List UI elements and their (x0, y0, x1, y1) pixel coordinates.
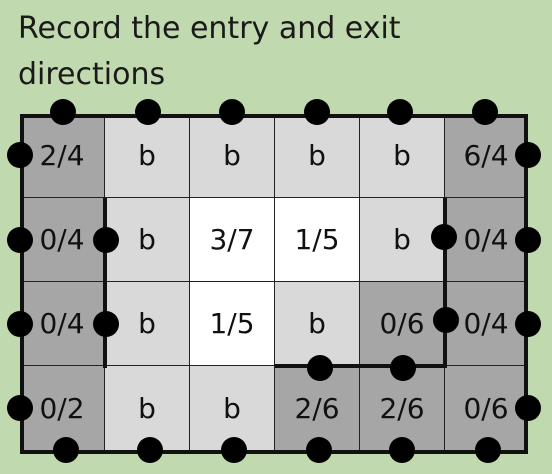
grid-cell-r3-c5[interactable]: 0/6 (445, 366, 528, 452)
grid-cell-r1-c1[interactable]: b (105, 198, 190, 282)
grid-cell-r3-c4[interactable]: 2/6 (360, 366, 445, 452)
direction-marker-dot[interactable] (515, 311, 541, 337)
direction-marker-dot[interactable] (431, 224, 457, 250)
grid-frame (20, 114, 528, 454)
direction-marker-dot[interactable] (221, 437, 247, 463)
grid-cell-r0-c4[interactable]: b (360, 114, 445, 198)
grid-cell-r0-c1[interactable]: b (105, 114, 190, 198)
direction-marker-dot[interactable] (93, 227, 119, 253)
direction-marker-dot[interactable] (137, 437, 163, 463)
grid-cell-r2-c1[interactable]: b (105, 282, 190, 366)
direction-marker-dot[interactable] (7, 142, 33, 168)
grid-cell-r2-c0[interactable]: 0/4 (20, 282, 105, 366)
grid-cell-r2-c3[interactable]: b (275, 282, 360, 366)
direction-marker-dot[interactable] (433, 307, 459, 333)
direction-marker-dot[interactable] (390, 355, 416, 381)
direction-marker-dot[interactable] (515, 227, 541, 253)
direction-marker-dot[interactable] (475, 437, 501, 463)
grid-cell-r1-c3[interactable]: 1/5 (275, 198, 360, 282)
direction-marker-dot[interactable] (7, 311, 33, 337)
direction-marker-dot[interactable] (7, 227, 33, 253)
wall-left-vertical (103, 198, 107, 368)
grid-cell-r3-c0[interactable]: 0/2 (20, 366, 105, 452)
direction-marker-dot[interactable] (53, 437, 79, 463)
grid-cell-r0-c0[interactable]: 2/4 (20, 114, 105, 198)
direction-marker-dot[interactable] (306, 437, 332, 463)
grid-cell-r0-c5[interactable]: 6/4 (445, 114, 528, 198)
grid-cell-r1-c0[interactable]: 0/4 (20, 198, 105, 282)
direction-marker-dot[interactable] (389, 437, 415, 463)
instruction-title: Record the entry and exit directions (18, 11, 401, 92)
grid-cell-r1-c5[interactable]: 0/4 (445, 198, 528, 282)
direction-marker-dot[interactable] (219, 99, 245, 125)
grid-cell-r2-c2[interactable]: 1/5 (190, 282, 275, 366)
direction-marker-dot[interactable] (387, 99, 413, 125)
direction-marker-dot[interactable] (93, 311, 119, 337)
wall-bottom-horizontal (275, 364, 447, 368)
grid-cell-r2-c5[interactable]: 0/4 (445, 282, 528, 366)
direction-marker-dot[interactable] (472, 99, 498, 125)
grid-cell-r3-c1[interactable]: b (105, 366, 190, 452)
grid-cell-r0-c3[interactable]: b (275, 114, 360, 198)
direction-marker-dot[interactable] (304, 99, 330, 125)
direction-marker-dot[interactable] (50, 99, 76, 125)
direction-marker-dot[interactable] (307, 355, 333, 381)
direction-marker-dot[interactable] (7, 395, 33, 421)
grid-cell-r3-c3[interactable]: 2/6 (275, 366, 360, 452)
grid-cell-r1-c4[interactable]: b (360, 198, 445, 282)
direction-marker-dot[interactable] (515, 395, 541, 421)
grid-cell-r2-c4[interactable]: 0/6 (360, 282, 445, 366)
grid-cell-r0-c2[interactable]: b (190, 114, 275, 198)
grid-cell-r3-c2[interactable]: b (190, 366, 275, 452)
direction-marker-dot[interactable] (515, 142, 541, 168)
grid-cell-r1-c2[interactable]: 3/7 (190, 198, 275, 282)
direction-marker-dot[interactable] (135, 99, 161, 125)
